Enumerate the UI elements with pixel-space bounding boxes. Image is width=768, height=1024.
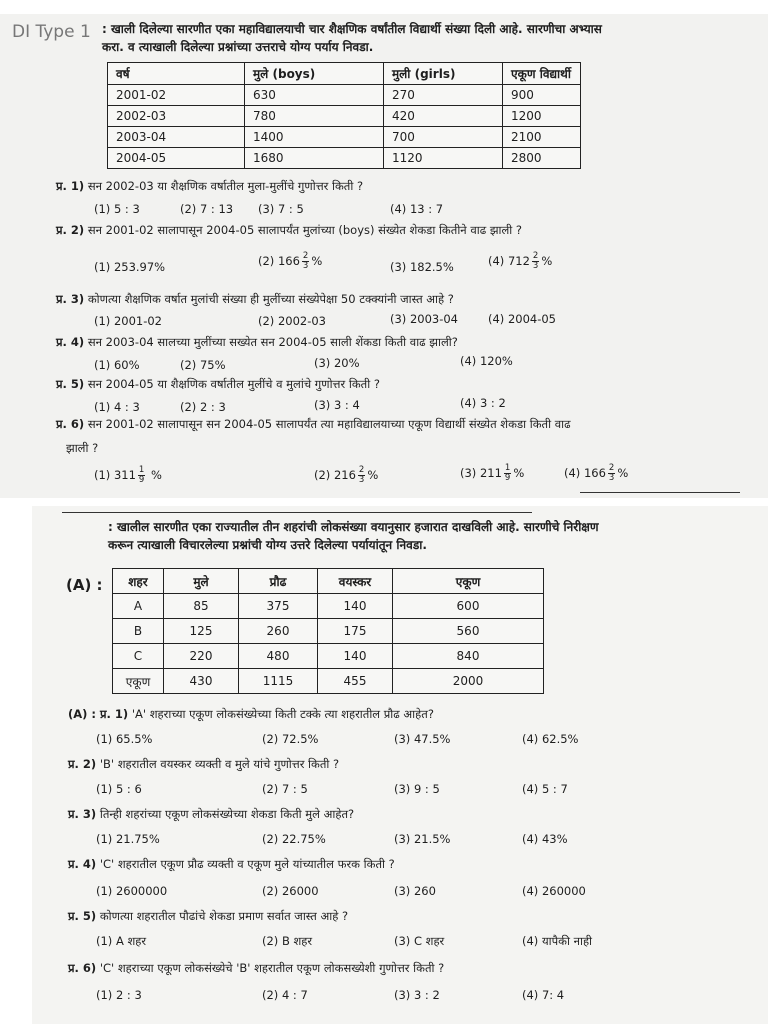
option[interactable]: (3) 182.5% <box>390 260 454 274</box>
option[interactable]: (4) 120% <box>460 354 513 368</box>
option[interactable]: (2) B शहर <box>262 934 313 948</box>
table-header-row <box>108 63 581 85</box>
population-table <box>112 568 544 694</box>
option-suffix: % <box>541 254 553 268</box>
question-number: प्र. 2) <box>68 757 97 771</box>
option[interactable]: (4) 3 : 2 <box>460 396 506 410</box>
question-5 <box>68 908 348 924</box>
cell: 1200 <box>503 106 581 127</box>
section-tag: DI Type 1 <box>12 22 91 42</box>
fraction <box>532 252 539 271</box>
cell: एकूण <box>113 669 164 694</box>
cell: 560 <box>393 619 544 644</box>
cell: 270 <box>384 85 503 106</box>
question-text: सन 2001-02 सालापासून सन 2004-05 सालापर्यंत त्या महाविद्यालयाच्या एकूण विद्यार्थी संख्येत शेकडा किती वाढ <box>87 417 571 431</box>
fraction <box>302 252 309 271</box>
cell: 2001-02 <box>108 85 245 106</box>
table-row <box>108 85 581 106</box>
cell: 1120 <box>384 148 503 169</box>
cell: 700 <box>384 127 503 148</box>
question-text: सन 2002-03 या शैक्षणिक वर्षातील मुला-मुलींचे गुणोत्तर किती ? <box>87 179 364 193</box>
option-suffix: % <box>513 466 525 480</box>
fraction-numerator: 2 <box>358 465 365 475</box>
cell: 630 <box>245 85 384 106</box>
option-whole: (4) 166 <box>564 466 606 480</box>
question-text: सन 2003-04 सालच्या मुलींच्या सख्येत सन 2004-05 साली शेंकडा किती वाढ झाली? <box>87 335 458 349</box>
intro-line-1: : खाली दिलेल्या सारणीत एका महाविद्यालयाची चार शैक्षणिक वर्षांतील विद्यार्थी संख्या दिली आहे. सारणीचा अभ्यास <box>102 22 602 36</box>
option[interactable]: (3) 3 : 4 <box>314 398 360 412</box>
option[interactable]: (4) 5 : 7 <box>522 782 568 796</box>
option[interactable]: (3) 2003-04 <box>390 312 458 326</box>
table-row <box>113 669 544 694</box>
question-number: प्र. 6) <box>56 417 85 431</box>
question-text: 'C' शहराच्या एकूण लोकसंख्येचे 'B' शहरातील एकूण लोकसख्येशी गुणोत्तर किती ? <box>99 961 445 975</box>
option-with-fraction[interactable] <box>460 464 524 483</box>
option[interactable]: (1) 60% <box>94 358 140 372</box>
section-2-intro <box>108 518 758 554</box>
question-number: प्र. 5) <box>68 909 97 923</box>
cell: 900 <box>503 85 581 106</box>
option[interactable]: (1) 21.75% <box>96 832 160 846</box>
cell: 125 <box>164 619 239 644</box>
option[interactable]: (2) 75% <box>180 358 226 372</box>
option[interactable]: (3) 260 <box>394 884 436 898</box>
question-5 <box>56 376 380 392</box>
fraction-numerator: 1 <box>504 463 511 473</box>
option-suffix: % <box>150 468 162 482</box>
header-adults: प्रौढ <box>239 569 318 594</box>
option[interactable]: (1) 65.5% <box>96 732 153 746</box>
question-4 <box>68 856 395 872</box>
section-2-card <box>32 506 768 1024</box>
option-suffix: % <box>311 254 323 268</box>
option[interactable]: (1) 2 : 3 <box>96 988 142 1002</box>
option-suffix: % <box>367 468 379 482</box>
table-row <box>108 106 581 127</box>
cell: 140 <box>318 644 393 669</box>
option[interactable]: (2) 2002-03 <box>258 314 326 328</box>
question-text: कोणत्या शहरातील पौढांचे शेकडा प्रमाण सर्वात जास्त आहे ? <box>99 909 349 923</box>
option-whole: (4) 712 <box>488 254 530 268</box>
header-city: शहर <box>113 569 164 594</box>
cell: 175 <box>318 619 393 644</box>
option-with-fraction[interactable] <box>314 466 378 485</box>
header-total: एकूण विद्यार्थी <box>503 63 581 85</box>
students-table <box>107 62 581 169</box>
cell: B <box>113 619 164 644</box>
option-whole: (2) 166 <box>258 254 300 268</box>
option[interactable]: (3) 47.5% <box>394 732 451 746</box>
cell: 85 <box>164 594 239 619</box>
fraction <box>358 466 365 485</box>
cell: 1115 <box>239 669 318 694</box>
option[interactable]: (2) 72.5% <box>262 732 319 746</box>
question-text: 'B' शहरातील वयस्कर व्यक्ती व मुले यांचे गुणोत्तर किती ? <box>99 757 340 771</box>
cell: 2800 <box>503 148 581 169</box>
fraction-numerator: 1 <box>138 465 145 475</box>
fraction-numerator: 2 <box>302 251 309 261</box>
divider <box>62 512 532 513</box>
cell: 2100 <box>503 127 581 148</box>
question-text: तिन्ही शहरांच्या एकूण लोकसंख्येच्या शेकडा किती मुले आहेत? <box>99 807 355 821</box>
option[interactable]: (2) 7 : 5 <box>262 782 308 796</box>
option[interactable]: (3) 9 : 5 <box>394 782 440 796</box>
fraction <box>138 466 145 485</box>
question-2 <box>56 222 522 238</box>
question-2 <box>68 756 339 772</box>
option[interactable]: (3) 20% <box>314 356 360 370</box>
question-text: कोणत्या शैक्षणिक वर्षात मुलांची संख्या ही मुलींच्या संख्येपेक्षा 50 टक्क्यांनी जास्त आहे ? <box>87 292 454 306</box>
question-number: (A) : प्र. 1) <box>68 707 129 721</box>
question-text: 'C' शहरातील एकूण प्रौढ व्यक्ती व एकूण मुले यांच्यातील फरक किती ? <box>99 857 395 871</box>
option[interactable]: (2) 2 : 3 <box>180 400 226 414</box>
option[interactable]: (3) 21.5% <box>394 832 451 846</box>
option[interactable]: (1) 253.97% <box>94 260 166 274</box>
option-with-fraction[interactable] <box>258 252 322 271</box>
question-number: प्र. 4) <box>56 335 85 349</box>
option-with-fraction[interactable] <box>564 464 628 483</box>
cell: 2004-05 <box>108 148 245 169</box>
option[interactable]: (1) 2001-02 <box>94 314 162 328</box>
question-number: प्र. 1) <box>56 179 85 193</box>
question-number: प्र. 2) <box>56 223 85 237</box>
table-label: (A) : <box>66 576 103 594</box>
cell: 1680 <box>245 148 384 169</box>
question-4 <box>56 334 458 350</box>
option[interactable]: (4) 13 : 7 <box>390 202 444 216</box>
question-number: प्र. 3) <box>68 807 97 821</box>
section-1-intro <box>102 20 762 56</box>
option[interactable]: (1) 5 : 3 <box>94 202 140 216</box>
option-with-fraction[interactable] <box>488 252 552 271</box>
fraction-numerator: 2 <box>608 463 615 473</box>
option[interactable]: (1) 2600000 <box>96 884 168 898</box>
question-6 <box>68 960 444 976</box>
cell: 780 <box>245 106 384 127</box>
fraction-denominator: 3 <box>358 475 365 485</box>
intro-line-2: करा. व त्याखाली दिलेल्या प्रश्नांच्या उत्तराचे योग्य पर्याय निवडा. <box>102 40 374 54</box>
question-number: प्र. 3) <box>56 292 85 306</box>
header-boys: मुले (boys) <box>245 63 384 85</box>
option[interactable]: (4) 2004-05 <box>488 312 556 326</box>
cell: 2000 <box>393 669 544 694</box>
cell: 455 <box>318 669 393 694</box>
cell: 375 <box>239 594 318 619</box>
option-with-fraction[interactable] <box>94 466 162 485</box>
table-row <box>108 127 581 148</box>
option[interactable]: (4) 260000 <box>522 884 586 898</box>
cell: C <box>113 644 164 669</box>
cell: 2003-04 <box>108 127 245 148</box>
fraction-denominator: 9 <box>138 475 145 485</box>
option[interactable]: (4) 7: 4 <box>522 988 565 1002</box>
header-girls: मुली (girls) <box>384 63 503 85</box>
cell: 1400 <box>245 127 384 148</box>
cell: 260 <box>239 619 318 644</box>
cell: A <box>113 594 164 619</box>
option-whole: (3) 211 <box>460 466 502 480</box>
question-6-cont: झाली ? <box>66 441 99 455</box>
question-3 <box>56 291 454 307</box>
option[interactable]: (1) A शहर <box>96 934 147 948</box>
option[interactable]: (4) 62.5% <box>522 732 579 746</box>
option-suffix: % <box>617 466 629 480</box>
fraction-denominator: 3 <box>608 473 615 483</box>
option[interactable]: (2) 7 : 13 <box>180 202 234 216</box>
header-total: एकूण <box>393 569 544 594</box>
table-row <box>113 644 544 669</box>
header-children: मुले <box>164 569 239 594</box>
cell: 840 <box>393 644 544 669</box>
cell: 600 <box>393 594 544 619</box>
option[interactable]: (4) यापैकी नाही <box>522 934 593 948</box>
cell: 430 <box>164 669 239 694</box>
question-6 <box>56 416 571 432</box>
option[interactable]: (3) 7 : 5 <box>258 202 304 216</box>
question-text: 'A' शहराच्या एकूण लोकसंख्येच्या किती टक्के त्या शहरातील प्रौढ आहेत? <box>131 707 434 721</box>
option-whole: (1) 311 <box>94 468 136 482</box>
question-1 <box>68 706 434 722</box>
table-row <box>108 148 581 169</box>
section-1-card <box>0 14 768 498</box>
question-number: प्र. 4) <box>68 857 97 871</box>
fraction-denominator: 9 <box>504 473 511 483</box>
fraction-denominator: 3 <box>302 261 309 271</box>
option[interactable]: (1) 5 : 6 <box>96 782 142 796</box>
intro-line-1: : खालील सारणीत एका राज्यातील तीन शहरांची लोकसंख्या वयानुसार हजारात दाखविली आहे. सारणीचे निरीक्षण <box>108 520 599 534</box>
fraction <box>608 464 615 483</box>
header-year: वर्ष <box>108 63 245 85</box>
question-number: प्र. 6) <box>68 961 97 975</box>
cell: 2002-03 <box>108 106 245 127</box>
option-whole: (2) 216 <box>314 468 356 482</box>
table-header-row <box>113 569 544 594</box>
option[interactable]: (3) C शहर <box>394 934 445 948</box>
table-row <box>113 619 544 644</box>
question-1 <box>56 178 363 194</box>
option[interactable]: (1) 4 : 3 <box>94 400 140 414</box>
intro-line-2: करून त्याखाली विचारलेल्या प्रश्नांची योग्य उत्तरे दिलेल्या पर्यायांतून निवडा. <box>108 538 427 552</box>
divider <box>580 492 740 493</box>
cell: 480 <box>239 644 318 669</box>
cell: 140 <box>318 594 393 619</box>
fraction-denominator: 3 <box>532 261 539 271</box>
header-elderly: वयस्कर <box>318 569 393 594</box>
option[interactable]: (2) 4 : 7 <box>262 988 308 1002</box>
question-text: सन 2001-02 सालापासून 2004-05 सालापर्यंत मुलांच्या (boys) संख्येत शेकडा कितीने वाढ झाली ? <box>87 223 523 237</box>
option[interactable]: (2) 22.75% <box>262 832 326 846</box>
cell: 420 <box>384 106 503 127</box>
question-3 <box>68 806 354 822</box>
question-number: प्र. 5) <box>56 377 85 391</box>
table-row <box>113 594 544 619</box>
fraction <box>504 464 511 483</box>
fraction-numerator: 2 <box>532 251 539 261</box>
option[interactable]: (4) 43% <box>522 832 568 846</box>
option[interactable]: (3) 3 : 2 <box>394 988 440 1002</box>
option[interactable]: (2) 26000 <box>262 884 319 898</box>
question-text: सन 2004-05 या शैक्षणिक वर्षातील मुलींचे व मुलांचे गुणोत्तर किती ? <box>87 377 380 391</box>
cell: 220 <box>164 644 239 669</box>
